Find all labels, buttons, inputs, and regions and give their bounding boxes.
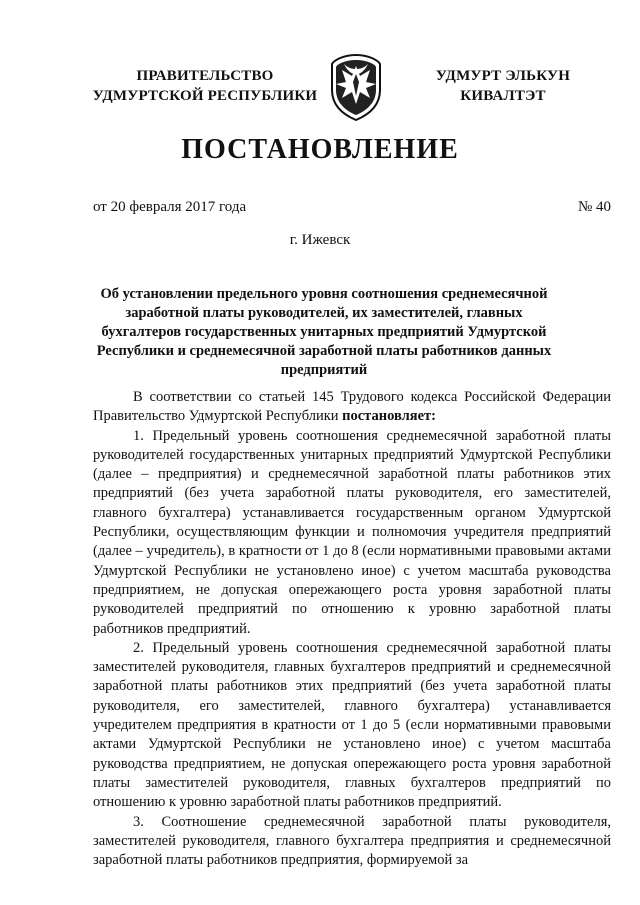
paragraph-3: 3. Соотношение среднемесячной заработной платы руководителя, заместителей руководителя, главного бухгалтера предприятия и среднемесячной заработной платы работников предприятия, формируемой за (93, 813, 611, 869)
issuer-udm (418, 66, 588, 106)
intro-text: В соответствии со статьей 145 Трудового кодекса Российской Федерации Правительство Удмуртской Республики (93, 389, 611, 425)
intro-decree-word: постановляет: (342, 408, 436, 425)
issuer-udm-line2: КИВАЛТЭТ (460, 88, 546, 104)
document-body (93, 388, 611, 870)
resolution-heading: Об установлении предельного уровня соотношения среднемесячной заработной платы руководителей, их заместителей, главных бухгалтеров государственных унитарных предприятий Удмуртской Республики и среднемесячной заработной платы работников данных предприятий (96, 286, 552, 378)
issuer-ru (80, 66, 330, 106)
document-city: г. Ижевск (289, 232, 351, 248)
issuer-udm-line1: УДМУРТ ЭЛЬКУН (435, 68, 571, 84)
paragraph-2: 2. Предельный уровень соотношения среднемесячной заработной платы заместителей руководителя, главных бухгалтеров предприятий и среднемесячной заработной платы работников этих предприятий (без учета заработной платы руководителя, его заместителей, главного бухгалтера) устанавливается учредителем предприятия в кратности от 1 до 5 (если нормативными правовыми актами Удмуртской Республики не установлено иное) с учетом масштаба руководства предприятием, не допуская опережающего роста уровня заработной платы заместителей руководителя, главных бухгалтеров предприятий по отношению к уровню заработной платы работников предприятий. (93, 639, 611, 811)
document-number: № 40 (578, 199, 612, 215)
document-date: от 20 февраля 2017 года (93, 199, 247, 215)
intro-paragraph (93, 388, 611, 427)
issuer-ru-line2: УДМУРТСКОЙ РЕСПУБЛИКИ (92, 88, 318, 104)
document-title: ПОСТАНОВЛЕНИЕ (181, 134, 459, 165)
issuer-ru-line1: ПРАВИТЕЛЬСТВО (136, 68, 274, 84)
coat-of-arms-icon (326, 52, 386, 122)
paragraph-1: 1. Предельный уровень соотношения среднемесячной заработной платы руководителей государственных унитарных предприятий Удмуртской Республики (далее – предприятия) и среднемесячной заработной платы работников этих предприятий (без учета заработной платы руководителя, его заместителей, главного бухгалтера) устанавливается государственным органом Удмуртской Республики, осуществляющим функции и полномочия учредителя предприятий (далее – учредитель), в кратности от 1 до 8 (если нормативными правовыми актами Удмуртской Республики не установлено иное) с учетом масштаба руководства предприятием, не допуская опережающего роста уровня заработной платы руководителей предприятий по отношению к уровню заработной платы работников предприятий. (93, 427, 611, 637)
